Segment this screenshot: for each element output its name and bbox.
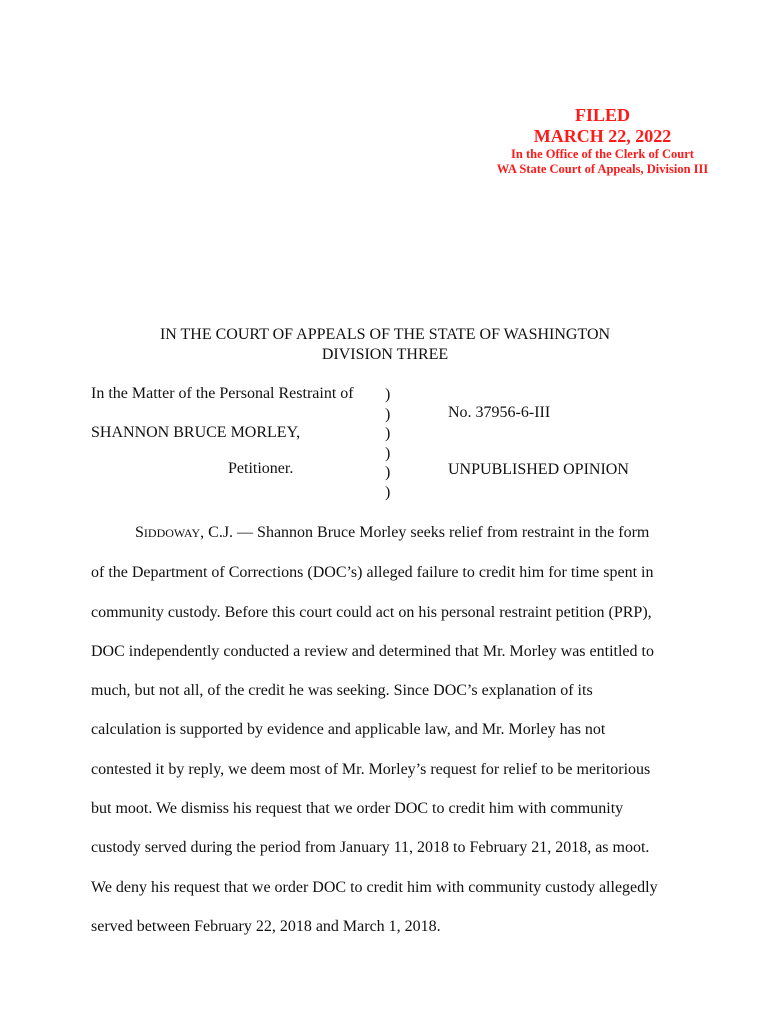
stamp-filed: FILED	[574, 105, 630, 125]
caption-paren: )	[385, 464, 391, 482]
opinion-body	[91, 513, 681, 946]
opinion-line: served between February 22, 2018 and March 1, 2018.	[91, 917, 441, 935]
court-title: IN THE COURT OF APPEALS OF THE STATE OF WASHINGTON	[159, 326, 611, 343]
author-name-smallcaps: IDDOWAY	[143, 526, 201, 540]
opinion-line: of the Department of Corrections (DOC’s) alleged failure to credit him for time spent in	[91, 564, 654, 582]
caption-paren: )	[385, 425, 391, 443]
stamp-date: MARCH 22, 2022	[533, 126, 672, 146]
caption-paren: )	[385, 444, 391, 462]
caption-paren: )	[385, 483, 391, 501]
court-division: DIVISION THREE	[321, 346, 449, 363]
docket-number: No. 37956-6-III	[448, 404, 551, 421]
opinion-line: community custody. Before this court could act on his personal restraint petition (PRP),	[91, 603, 652, 621]
opinion-line: We deny his request that we order DOC to credit him with community custody allegedly	[91, 878, 658, 896]
stamp-court: WA State Court of Appeals, Division III	[496, 162, 709, 176]
opinion-line: calculation is supported by evidence and applicable law, and Mr. Morley has not	[91, 721, 606, 739]
caption-matter: In the Matter of the Personal Restraint of	[91, 385, 354, 402]
caption-parentheses	[385, 385, 390, 503]
stamp-office: In the Office of the Clerk of Court	[511, 147, 694, 161]
author-initial: S	[135, 524, 144, 541]
opinion-line: but moot. We dismiss his request that we order DOC to credit him with community	[91, 800, 624, 818]
opinion-line: much, but not all, of the credit he was seeking. Since DOC’s explanation of its	[91, 682, 593, 700]
opinion-line-text: , C.J. — Shannon Bruce Morley seeks relief from restraint in the form	[200, 524, 650, 541]
opinion-line: custody served during the period from January 11, 2018 to February 21, 2018, as moot.	[91, 839, 650, 857]
petitioner-role: Petitioner.	[228, 460, 294, 477]
petitioner-name: SHANNON BRUCE MORLEY,	[91, 424, 301, 441]
opinion-line: contested it by reply, we deem most of Mr. Morley’s request for relief to be meritorious	[91, 760, 651, 778]
caption-paren: )	[385, 405, 391, 423]
opinion-line	[91, 513, 681, 553]
caption-paren: )	[385, 386, 391, 403]
opinion-type: UNPUBLISHED OPINION	[448, 461, 629, 478]
opinion-line: DOC independently conducted a review and determined that Mr. Morley was entitled to	[91, 642, 654, 660]
